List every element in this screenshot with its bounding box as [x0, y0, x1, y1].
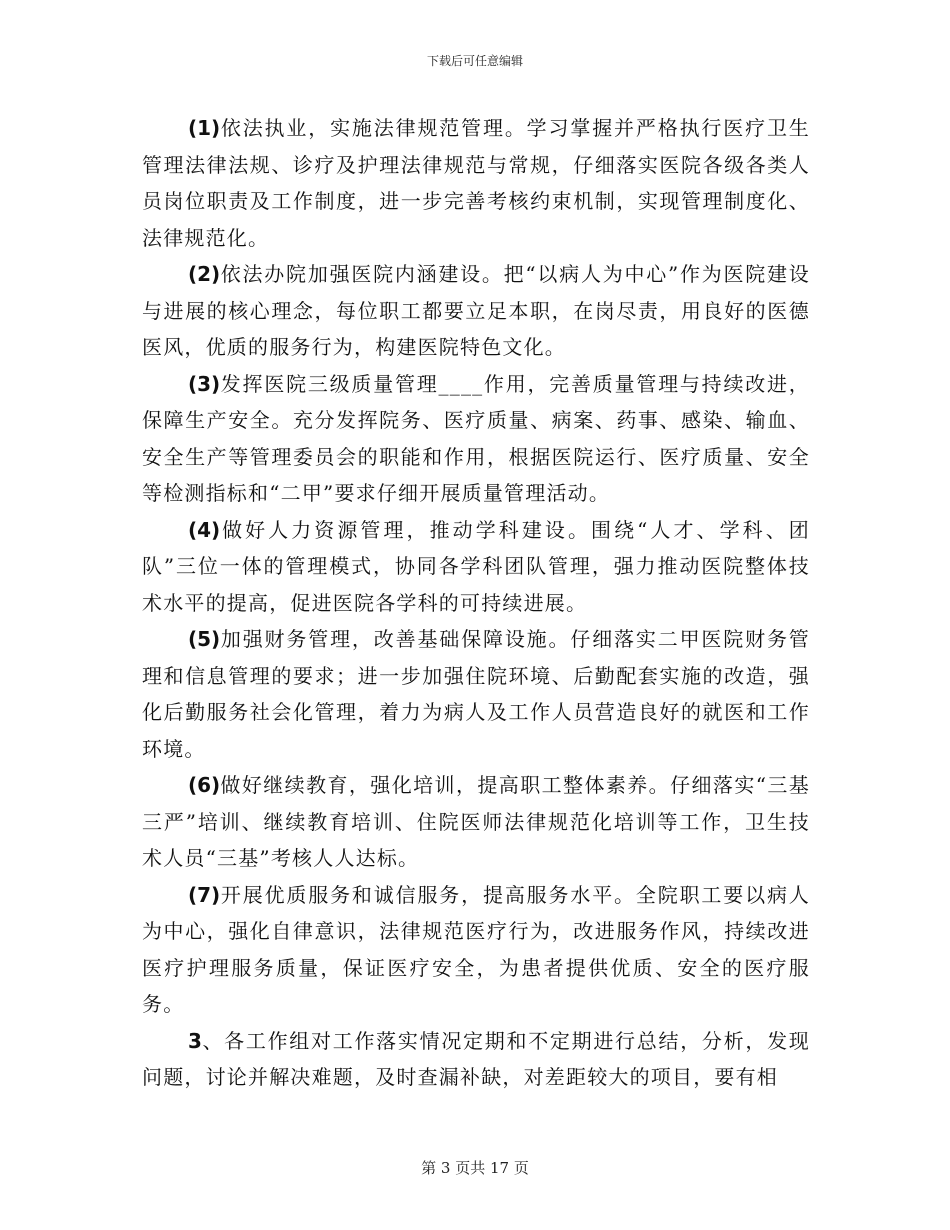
paragraph-text: 、各工作组对工作落实情况定期和不定期进行总结，分析，发现问题，讨论并解决难题，及时查漏补缺，对差距较大的项目，要有相 — [142, 1028, 810, 1089]
paragraph-2 — [142, 256, 810, 366]
paragraph-number: (2) — [188, 262, 221, 286]
paragraph-number: (1) — [188, 116, 221, 140]
paragraph-text: 开展优质服务和诚信服务，提高服务水平。全院职工要以病人为中心，强化自律意识，法律规范医疗行为，改进服务作风，持续改进医疗护理服务质量，保证医疗安全，为患者提供优质、安全的医疗服务。 — [142, 882, 810, 1016]
paragraph-text: 发挥医院三级质量管理____作用，完善质量管理与持续改进，保障生产安全。充分发挥院务、医疗质量、病案、药事、感染、输血、安全生产等管理委员会的职能和作用，根据医院运行、医疗质量、安全等检测指标和“二甲”要求仔细开展质量管理活动。 — [142, 371, 810, 505]
paragraph-text: 做好继续教育，强化培训，提高职工整体素养。仔细落实“三基三严”培训、继续教育培训、住院医师法律规范化培训等工作，卫生技术人员“三基”考核人人达标。 — [142, 773, 810, 870]
paragraph-number: (4) — [188, 517, 221, 542]
paragraph-4 — [142, 512, 810, 622]
paragraph-3 — [142, 366, 810, 512]
paragraph-6 — [142, 767, 810, 877]
paragraph-number: (5) — [188, 627, 221, 651]
paragraph-number: (6) — [188, 773, 221, 797]
paragraph-8 — [142, 1023, 810, 1096]
paragraph-1 — [142, 110, 810, 256]
paragraph-number: (3) — [188, 371, 221, 396]
page-footer: 第 3 页共 17 页 — [421, 1159, 529, 1177]
paragraph-5 — [142, 621, 810, 767]
paragraph-number: (7) — [188, 882, 221, 907]
paragraph-number: 3 — [188, 1028, 202, 1053]
paragraph-text: 依法办院加强医院内涵建设。把“以病人为中心”作为医院建设与进展的核心理念，每位职工都要立足本职，在岗尽责，用良好的医德医风，优质的服务行为，构建医院特色文化。 — [142, 262, 810, 359]
page-header: 下载后可任意编辑 — [426, 54, 523, 68]
paragraph-text: 依法执业，实施法律规范管理。学习掌握并严格执行医疗卫生管理法律法规、诊疗及护理法律规范与常规，仔细落实医院各级各类人员岗位职责及工作制度，进一步完善考核约束机制，实现管理制度化、法律规范化。 — [142, 116, 810, 250]
document-body — [142, 110, 810, 1096]
paragraph-text: 做好人力资源管理，推动学科建设。围绕“人才、学科、团队”三位一体的管理模式，协同各学科团队管理，强力推动医院整体技术水平的提高，促进医院各学科的可持续进展。 — [142, 517, 810, 615]
paragraph-text: 加强财务管理，改善基础保障设施。仔细落实二甲医院财务管理和信息管理的要求；进一步加强住院环境、后勤配套实施的改造，强化后勤服务社会化管理，着力为病人及工作人员营造良好的就医和工作环境。 — [142, 627, 810, 761]
paragraph-7 — [142, 877, 810, 1023]
